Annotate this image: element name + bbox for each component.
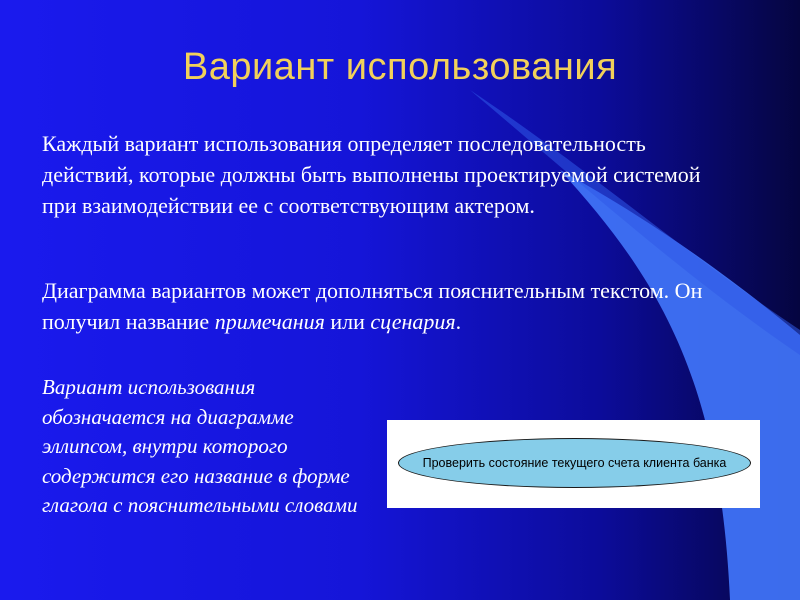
use-case-ellipse [398, 438, 751, 488]
italic-note: Вариант использования обозначается на диаграмме эллипсом, внутри которого содержится его название в форме глагола с пояснительными словами [42, 375, 358, 517]
use-case-diagram-image [387, 420, 760, 508]
paragraph-end: . [455, 309, 462, 334]
paragraph-diagram-notes [42, 275, 722, 337]
paragraph-connector: или [324, 309, 371, 334]
paragraph-text: Диаграмма вариантов может дополняться пояснительным текстом. Он получил название [42, 278, 703, 334]
slide-title: Вариант использования [182, 46, 618, 88]
use-case-label: Проверить состояние текущего счета клиента банка [422, 456, 727, 470]
term-scenario: сценария [370, 309, 456, 334]
term-notes: примечания [214, 309, 325, 334]
paragraph-use-case-definition: Каждый вариант использования определяет последовательность действий, которые должны быть выполнены проектируемой системой при взаимодействии ее с соответствующим актером. [42, 131, 701, 218]
